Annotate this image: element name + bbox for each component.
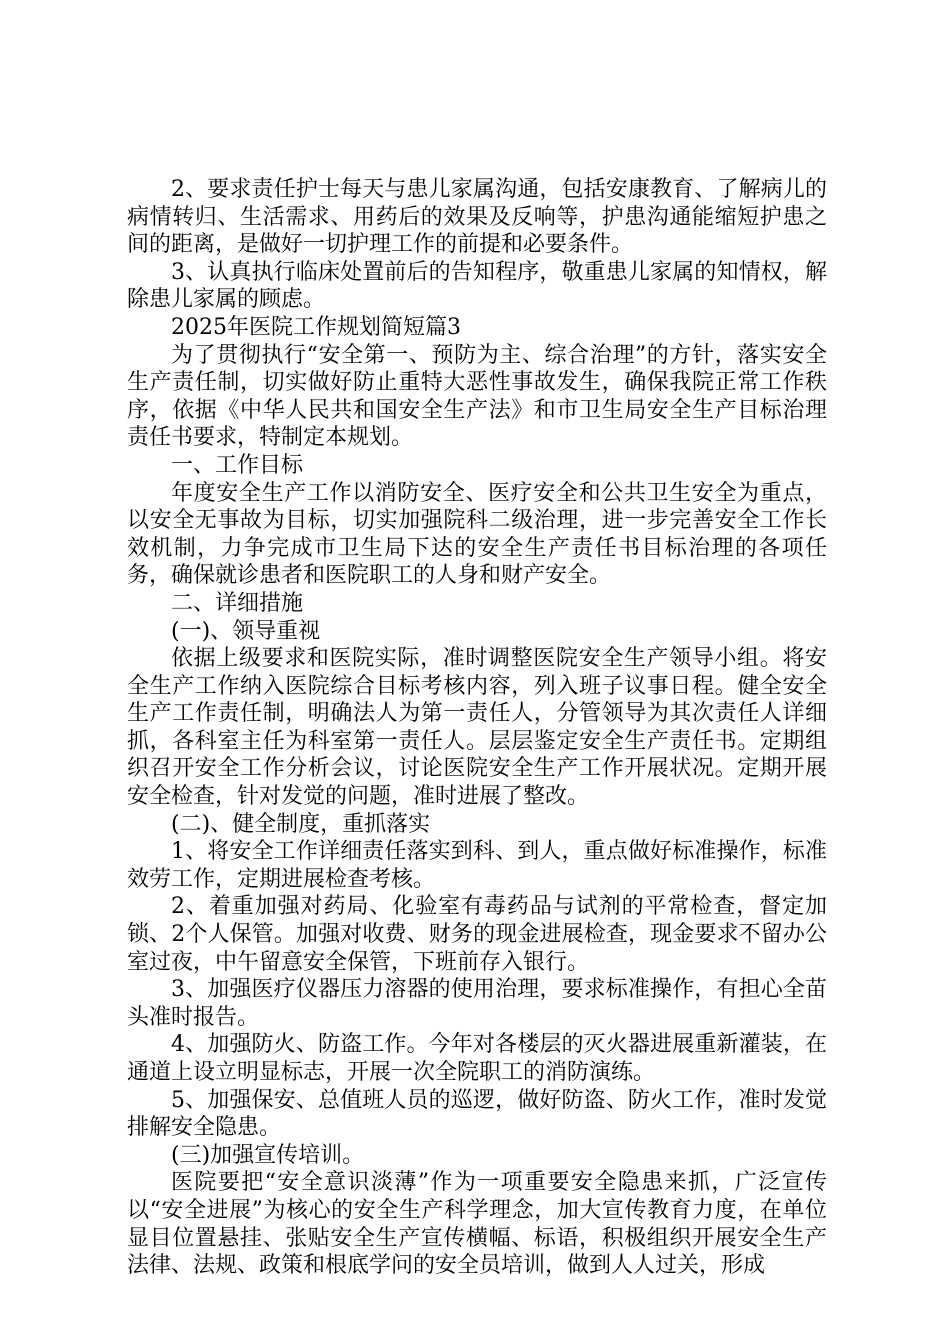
paragraph-intro: 为了贯彻执行“安全第一、预防为主、综合治理”的方针，落实安全生产责任制，切实做好防止重特大恶性事故发生，确保我院正常工作秩序，依据《中华人民共和国安全生产法》和市卫生局安全生产目标治理责任书要求，特制定本规划。 bbox=[127, 342, 827, 451]
heading-measures: 二、详细措施 bbox=[171, 590, 304, 616]
subheading-leadership: (一)、领导重视 bbox=[171, 618, 321, 644]
subheading-training: (三)加强宣传培训。 bbox=[171, 1142, 365, 1168]
paragraph-leadership: 依据上级要求和医院实际，准时调整医院安全生产领导小组。将安全生产工作纳入医院综合目标考核内容，列入班子议事日程。健全安全生产工作责任制，明确法人为第一责任人，分管领导为其次责任人详细抓，各科室主任为科室第一责任人。层层鉴定安全生产责任书。定期组织召开安全工作分析会议，讨论医院安全生产工作开展状况。定期开展安全检查，针对发觉的问题，准时进展了整改。 bbox=[127, 646, 827, 810]
document-body bbox=[127, 176, 827, 1280]
list-item-2: 2、着重加强对药局、化验室有毒药品与试剂的平常检查，督定加锁、2个人保管。加强对收费、财务的现金进展检查，现金要求不留办公室过夜，中午留意安全保管，下班前存入银行。 bbox=[127, 894, 827, 975]
subheading-systems: (二)、健全制度，重抓落实 bbox=[171, 811, 431, 837]
heading-work-goals: 一、工作目标 bbox=[171, 452, 304, 478]
list-item-1: 1、将安全工作详细责任落实到科、到人，重点做好标准操作，标准效劳工作，定期进展检查考核。 bbox=[127, 839, 827, 892]
section-title: 2025年医院工作规划简短篇3 bbox=[171, 314, 461, 340]
list-item-3: 3、加强医疗仪器压力溶器的使用治理，要求标准操作，有担心全苗头准时报告。 bbox=[127, 977, 827, 1030]
paragraph-goals: 年度安全生产工作以消防安全、医疗安全和公共卫生安全为重点，以安全无事故为目标，切实加强院科二级治理，进一步完善安全工作长效机制，力争完成市卫生局下达的安全生产责任书目标治理的各项任务，确保就诊患者和医院职工的人身和财产安全。 bbox=[127, 480, 827, 589]
list-item-5: 5、加强保安、总值班人员的巡逻，做好防盗、防火工作，准时发觉排解安全隐患。 bbox=[127, 1087, 827, 1141]
paragraph-informed-consent: 3、认真执行临床处置前后的告知程序，敬重患儿家属的知情权，解除患儿家属的顾虑。 bbox=[127, 259, 827, 313]
list-item-4: 4、加强防火、防盗工作。今年对各楼层的灭火器进展重新灌装，在通道上设立明显标志，开展一次全院职工的消防演练。 bbox=[127, 1032, 827, 1085]
paragraph-training: 医院要把“安全意识淡薄”作为一项重要安全隐患来抓，广泛宣传以“安全进展”为核心的安全生产科学理念，加大宣传教育力度，在单位显目位置悬挂、张贴安全生产宣传横幅、标语，积极组织开展安全生产法律、法规、政策和根底学问的安全员培训，做到人人过关，形成 bbox=[127, 1170, 827, 1279]
paragraph-care-communication: 2、要求责任护士每天与患儿家属沟通，包括安康教育、了解病儿的病情转归、生活需求、用药后的效果及反响等，护患沟通能缩短护患之间的距离，是做好一切护理工作的前提和必要条件。 bbox=[127, 177, 827, 258]
